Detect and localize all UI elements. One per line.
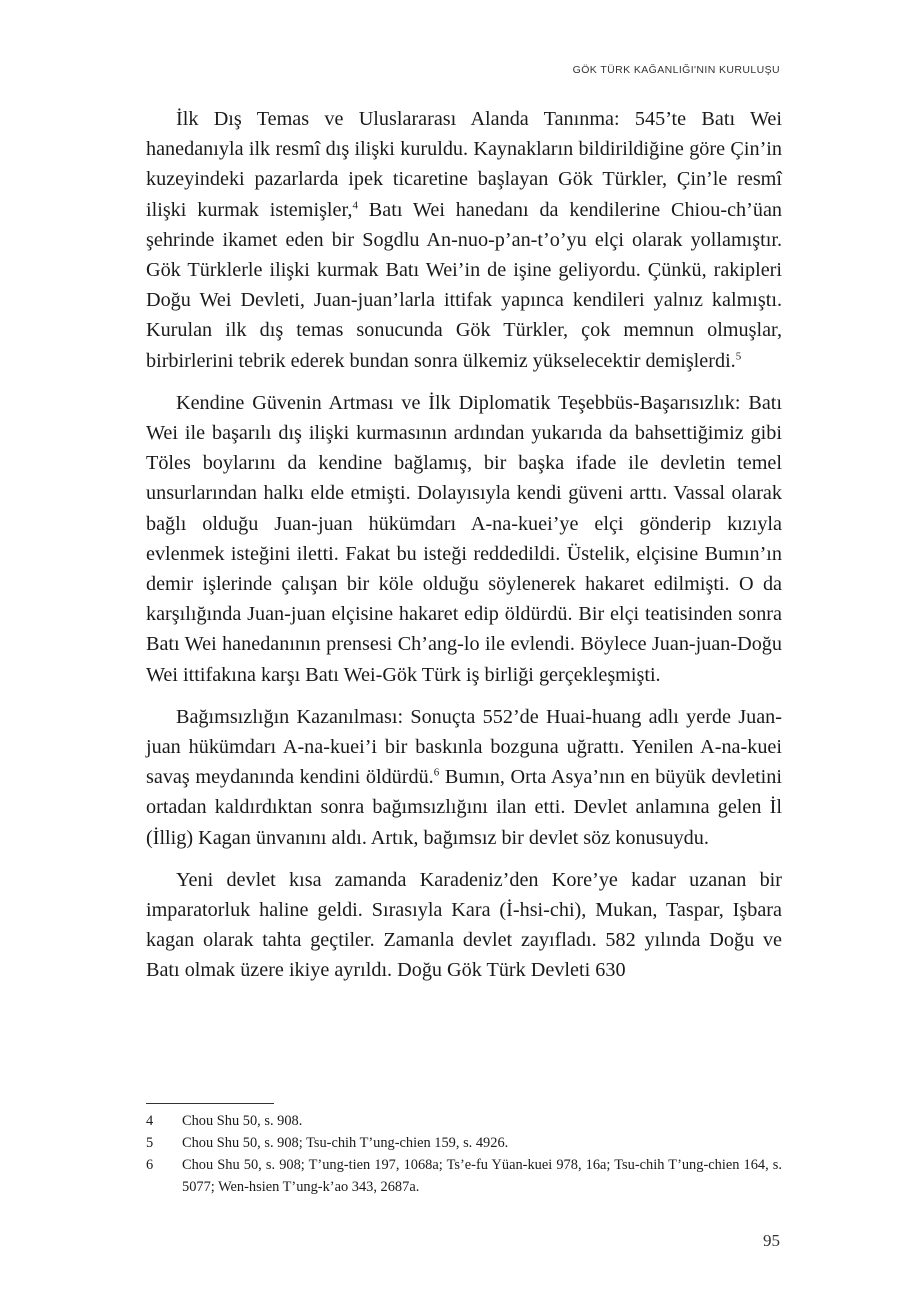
footnote-divider <box>146 1103 274 1104</box>
footnote-text: Chou Shu 50, s. 908; T’ung-tien 197, 1068a; Ts’e-fu Yüan-kuei 978, 16a; Tsu-chih T’ung-chien 164, s. 5077; Wen-hsien T’ung-k’ao 343, 2687a. <box>182 1157 782 1195</box>
body-text <box>146 104 782 986</box>
paragraph-text: Bumın, Orta Asya’nın en büyük devletini ortadan kaldırdıktan sonra bağımsızlığını ilan etti. Devlet anlamına gelen İl (İllig) Kagan ünvanını aldı. Artık, bağımsız bir devlet söz konusuydu. <box>146 766 782 849</box>
paragraph-text: Batı Wei hanedanı da kendilerine Chiou-ch’üan şehrinde ikamet eden bir Sogdlu An-nuo-p’an-t’o’yu elçi olarak yollamıştır. Gök Türklerle ilişki kurmak Batı Wei’in de işine geliyordu. Çünkü, rakipleri Doğu Wei Devleti, Juan-juan’larla ittifak yapınca kendileri yalnız kalmıştı. Kurulan ilk dış temas sonucunda Gök Türkler, çok memnun olmuşlar, birbirlerini tebrik ederek bundan sonra ülkemiz yükselecektir demişlerdi. <box>146 198 782 372</box>
footnote-ref-4[interactable]: 4 <box>352 198 358 211</box>
footnote-6 <box>146 1154 782 1198</box>
paragraph-text: Bağımsızlığın Kazanılması: Sonuçta 552’de Huai-huang adlı yerde Juan-juan hükümdarı A-na-kuei’i bir baskınla bozguna uğrattı. Yenilen A-na-kuei savaş meydanında kendini öldürdü. <box>146 705 782 789</box>
paragraph-diplomatic-attempt <box>146 388 782 690</box>
footnote-text: Chou Shu 50, s. 908. <box>182 1113 303 1129</box>
page-number: 95 <box>763 1231 780 1250</box>
running-head: GÖK TÜRK KAĞANLIĞI'NIN KURULUŞU <box>572 64 780 76</box>
paragraph-text: Kendine Güvenin Artması ve İlk Diplomatik Teşebbüs-Başarısızlık: Batı Wei ile başarılı dış ilişki kurmasının ardından yukarıda da bahsettiğimiz gibi Töles boylarını da kendine bağlamış, bir başka ifade ile devletin temel unsurlarından halkı elde etmişti. Dolayısıyla kendi güveni arttı. Vassal olarak bağlı olduğu Juan-juan hükümdarı A-na-kuei’ye elçi gönderip kızıyla evlenmek isteğini iletti. Fakat bu isteği reddedildi. Üstelik, elçisine Bumın’ın demir işlerinde çalışan bir köle olduğu söylenerek hakaret edilmişti. O da karşılığında Juan-juan elçisine hakaret edip öldürdü. Bir elçi teatisinden sonra Batı Wei hanedanının prensesi Ch’ang-lo ile evlendi. Böylece Juan-juan-Doğu Wei ittifakına karşı Batı Wei-Gök Türk iş birliği gerçekleşmişti. <box>146 391 782 686</box>
footnotes <box>146 1110 782 1198</box>
footnote-ref-5[interactable]: 5 <box>735 349 742 362</box>
paragraph-independence <box>146 702 782 853</box>
paragraph-new-state <box>146 865 782 986</box>
footnote-number: 4 <box>146 1113 154 1129</box>
paragraph-first-contact <box>146 104 782 376</box>
paragraph-text: İlk Dış Temas ve Uluslararası Alanda Tanınma: 545’te Batı Wei hanedanıyla ilk resmî dış ilişki kuruldu. Kaynakların bildirildiğine göre Çin’in kuzeyindeki pazarlarda ipek ticaretine başlayan Gök Türkler, Çin’le resmî ilişki kurmak istemişler, <box>146 108 782 221</box>
paragraph-text: Yeni devlet kısa zamanda Karadeniz’den Kore’ye kadar uzanan bir imparatorluk haline geldi. Sırasıyla Kara (İ-hsi-chi), Mukan, Taspar, Işbara kagan olarak tahta geçtiler. Zamanla devlet zayıfladı. 582 yılında Doğu ve Batı olmak üzere ikiye ayrıldı. Doğu Gök Türk Devleti 630 <box>146 868 782 982</box>
footnote-4 <box>146 1110 782 1132</box>
footnote-number: 5 <box>146 1135 154 1151</box>
footnote-ref-6[interactable]: 6 <box>433 766 440 779</box>
footnote-text: Chou Shu 50, s. 908; Tsu-chih T’ung-chien 159, s. 4926. <box>182 1135 509 1151</box>
footnote-number: 6 <box>146 1157 154 1173</box>
footnote-5 <box>146 1132 782 1154</box>
